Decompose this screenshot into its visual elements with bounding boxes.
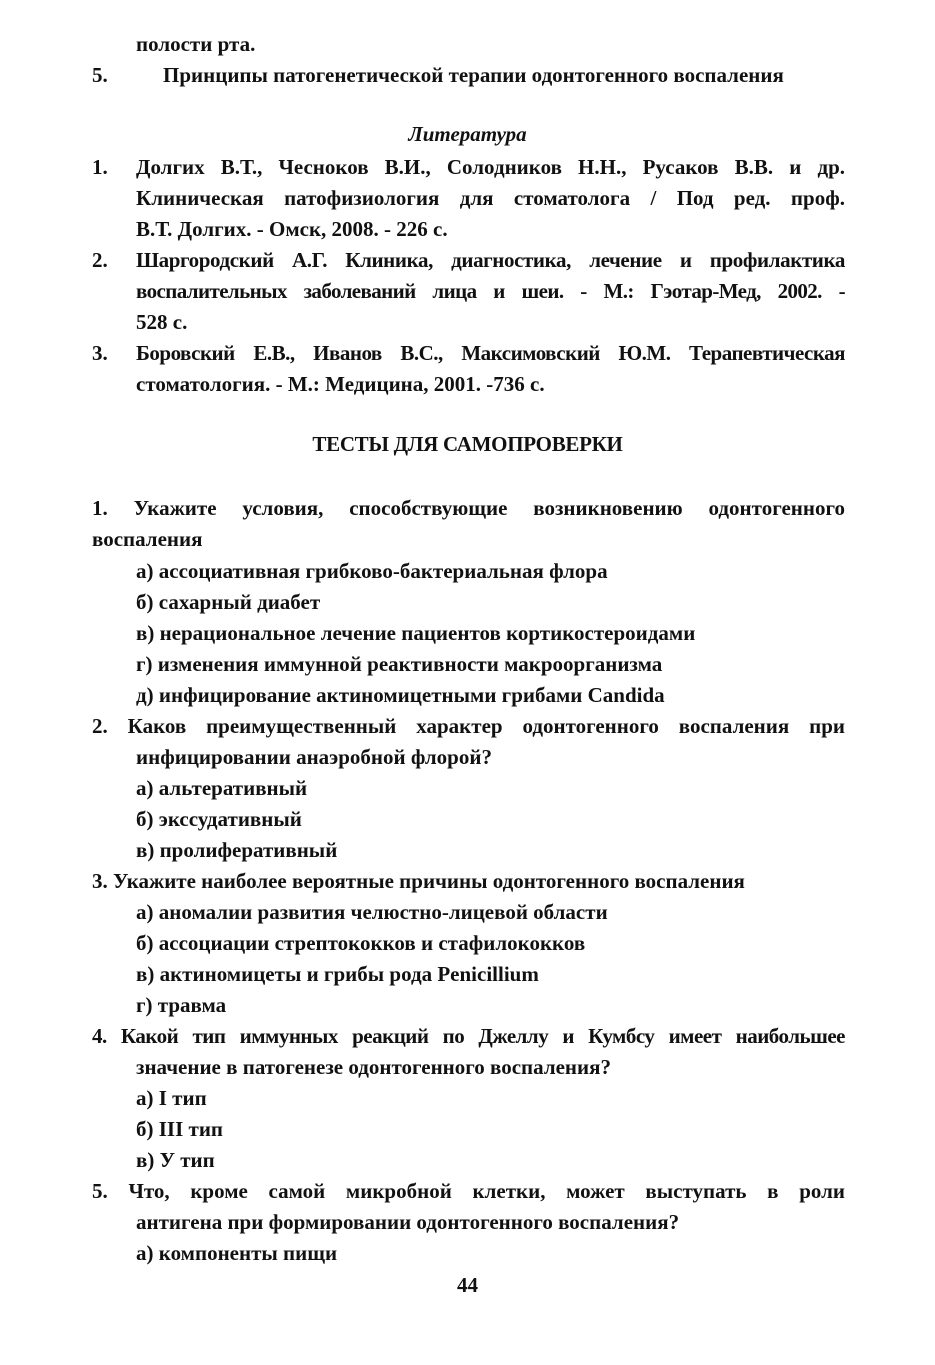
ref-number: 3. <box>92 341 108 365</box>
answer-option: а) альтеративный <box>136 776 308 800</box>
continuation-text: полости рта. <box>136 32 256 56</box>
ref-number: 2. <box>92 248 108 272</box>
question-line: антигена при формировании одонтогенного воспаления? <box>136 1210 680 1234</box>
answer-option: а) I тип <box>136 1086 207 1110</box>
answer-option: г) травма <box>136 993 227 1017</box>
question-line: 4. Какой тип иммунных реакций по Джеллу и Кумбсу имеет наибольшее <box>92 1024 845 1048</box>
answer-option: б) сахарный диабет <box>136 590 321 614</box>
answer-option: г) изменения иммунной реактивности макроорганизма <box>136 652 663 676</box>
ref-line: В.Т. Долгих. - Омск, 2008. - 226 с. <box>136 217 448 241</box>
tests-heading: ТЕСТЫ ДЛЯ САМОПРОВЕРКИ <box>312 432 623 456</box>
item-text: Принципы патогенетической терапии одонтогенного воспаления <box>163 63 784 87</box>
answer-option: б) III тип <box>136 1117 224 1141</box>
answer-option: б) экссудативный <box>136 807 302 831</box>
answer-option: а) компоненты пищи <box>136 1241 338 1265</box>
ref-line: Боровский Е.В., Иванов В.С., Максимовский Ю.М. Терапевтическая <box>136 341 845 365</box>
question-line: инфицировании анаэробной флорой? <box>136 745 492 769</box>
ref-line: воспалительных заболеваний лица и шеи. - М.: Гэотар-Мед, 2002. - <box>136 279 845 303</box>
answer-option: а) аномалии развития челюстно-лицевой области <box>136 900 608 924</box>
item-number: 5. <box>92 63 108 87</box>
ref-line: Шаргородский А.Г. Клиника, диагностика, лечение и профилактика <box>136 248 845 272</box>
question-line: воспаления <box>92 527 203 551</box>
ref-line: Долгих В.Т., Чесноков В.И., Солодников Н.Н., Русаков В.В. и др. <box>136 155 845 179</box>
answer-option: в) актиномицеты и грибы рода Penicillium <box>136 962 539 986</box>
question-line: 3. Укажите наиболее вероятные причины одонтогенного воспаления <box>92 869 745 893</box>
ref-line: стоматология. - М.: Медицина, 2001. -736 с. <box>136 372 545 396</box>
literature-heading: Литература <box>408 122 527 146</box>
question-line: 1. Укажите условия, способствующие возникновению одонтогенного <box>92 496 845 520</box>
answer-option: в) пролиферативный <box>136 838 338 862</box>
answer-option: д) инфицирование актиномицетными грибами Candida <box>136 683 665 707</box>
page-number: 44 <box>457 1273 478 1297</box>
answer-option: а) ассоциативная грибково-бактериальная флора <box>136 559 608 583</box>
ref-line: 528 с. <box>136 310 188 334</box>
answer-option: в) нерациональное лечение пациентов кортикостероидами <box>136 621 696 645</box>
question-line: значение в патогенезе одонтогенного воспаления? <box>136 1055 611 1079</box>
answer-option: в) У тип <box>136 1148 215 1172</box>
question-line: 2. Каков преимущественный характер одонтогенного воспаления при <box>92 714 845 738</box>
answer-option: б) ассоциации стрептококков и стафилококков <box>136 931 586 955</box>
ref-number: 1. <box>92 155 108 179</box>
ref-line: Клиническая патофизиология для стоматолога / Под ред. проф. <box>136 186 845 210</box>
question-line: 5. Что, кроме самой микробной клетки, может выступать в роли <box>92 1179 845 1203</box>
